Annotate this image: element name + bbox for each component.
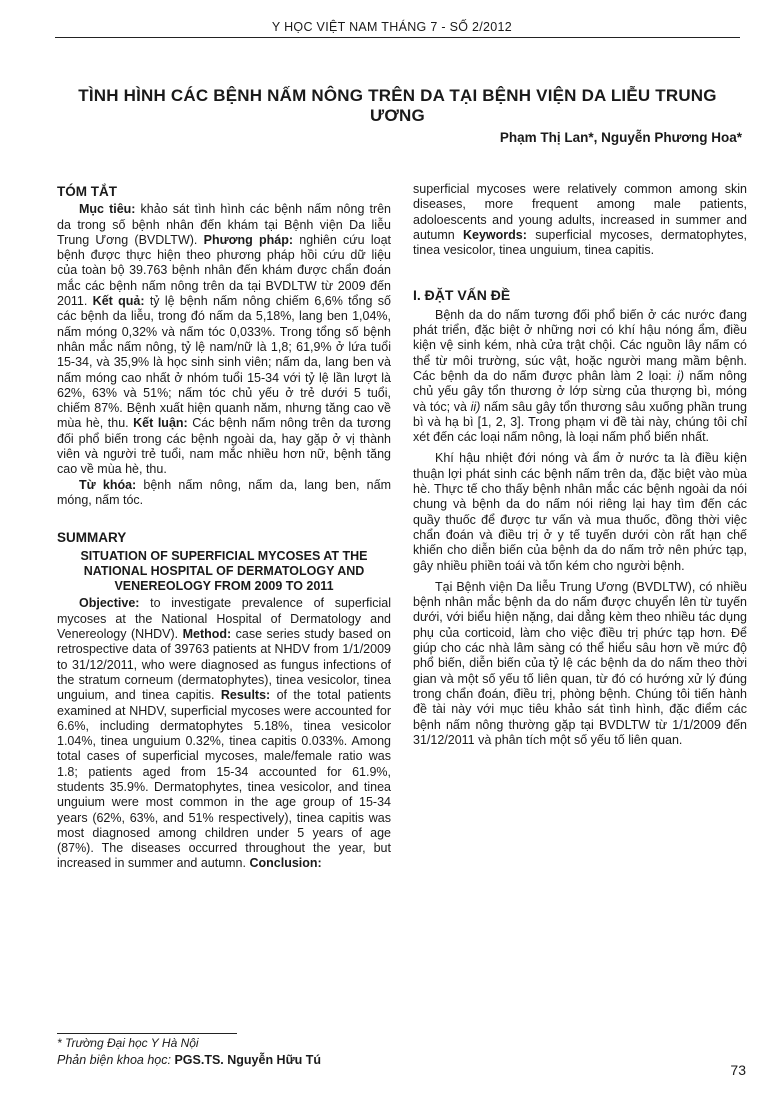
method-label: Phương pháp:	[203, 232, 294, 247]
summary-method-text: case series study based on retrospective data of 39763 patients at NHDV from 1/1/2009 to 31/12/2011, who were diagnosed as fungus infections of the stratum corneum (dermatophytes), tinea vesicolor, tinea unguium, and tinea capitis.	[57, 627, 392, 703]
abstract-heading: TÓM TẮT	[57, 184, 117, 199]
summary-results-label: Results:	[220, 688, 271, 703]
header-rule	[55, 37, 740, 38]
summary-conclusion-label: Conclusion:	[249, 856, 322, 871]
article-title: TÌNH HÌNH CÁC BỆNH NẤM NÔNG TRÊN DA TẠI BỆNH VIỆN DA LIỄU TRUNG ƯƠNG	[78, 86, 717, 125]
footnote-rule	[57, 1033, 237, 1034]
summary-method-label: Method:	[182, 627, 232, 642]
conclusion-label: Kết luận:	[133, 416, 188, 431]
intro-p1-part-b: nấm nông chủ yếu gây tổn thương ở lớp sừng của thượng bì, móng và tóc; và	[413, 368, 747, 414]
summary-body	[57, 596, 391, 871]
reviewer-label: Phản biện khoa học:	[57, 1053, 175, 1067]
summary-heading: SUMMARY	[57, 530, 127, 546]
conclusion-text: Các bệnh nấm nông trên da tương đối phổ biến trong các bệnh ngoài da, hay gặp ở vị thành viên và người trẻ tuổi, nam mắc nhiều hơn nữ, bệnh tăng cao về mùa hè, thu.	[57, 416, 391, 477]
keywords-text: bệnh nấm nông, nấm da, lang ben, nấm móng, nấm tóc.	[57, 477, 391, 507]
intro-paragraph-1	[413, 308, 747, 446]
intro-paragraph-2: Khí hậu nhiệt đới nóng và ẩm ở nước ta là điều kiện thuận lợi phát sinh các bệnh nấm trên da, đặc biệt vào mùa hè. Thực tế cho thấy bệnh nhân mắc các bệnh ngoài da nói chung và bệnh da do nấm nói riêng lại hay tìm đến các quầy thuốc để được tư vấn và mua thuốc, đồng thời việc chẩn đoán và điều trị ở y tế tuyến dưới còn rất hạn chế khiến cho diễn biến của bệnh da do nấm trở nên phức tạp, gây nhiều phiền toái và tốn kém cho người bệnh.	[413, 451, 747, 573]
footnote-affiliation: * Trường Đại học Y Hà Nội	[57, 1036, 199, 1050]
intro-p1-marker-ii: ii)	[470, 399, 481, 414]
left-column	[57, 184, 391, 872]
summary-objective-label: Objective:	[79, 596, 140, 611]
summary-objective-text: to investigate prevalence of superficial mycoses at the National Hospital of Dermatology and Venereology (NHDV).	[57, 596, 391, 642]
keywords-label: Từ khóa:	[79, 477, 137, 492]
result-text: tỷ lệ bệnh nấm nông chiếm 6,6% tổng số các bệnh da liễu, trong đó nấm da 5,18%, lang ben 1,04%, nấm móng 0,32% và nấm tóc 0,033%. Trong tổng số bệnh nhân mắc nấm nông, tỷ lệ nam/nữ là 1,8; 61,9% ở lứa tuổi 15-34, và 35,9% là học sinh sinh viên; nấm da, lang ben và nấm móng cao nhất ở nhóm tuổi 15-34 với tỷ lệ lần lượt là 62%, 63% và 51%; nấm tóc chủ yếu ở trẻ dưới 5 tuổi, chiếm 87%. Bệnh xuất hiện quanh năm, nhưng tăng cao về mùa hè, thu.	[57, 294, 392, 431]
authors: Phạm Thị Lan*, Nguyễn Phương Hoa*	[499, 130, 742, 145]
method-text: nghiên cứu loạt bệnh được thực hiện theo phương pháp hồi cứu dữ liệu của toàn bộ 39.763 bệnh nhân đến khám được chẩn đoán mắc các bệnh nấm nông trên da tại BVDLTW từ 2009 đến 2011.	[57, 232, 391, 309]
summary-title: SITUATION OF SUPERFICIAL MYCOSES AT THE NATIONAL HOSPITAL OF DERMATOLOGY AND VENEREOLOGY FROM 2009 TO 2011	[80, 548, 368, 594]
intro-p1-part-c: nấm sâu gây tổn thương sâu xuống phần trung bì và hạ bì [1, 2, 3]. Trong phạm vi đề tài này, chúng tôi chỉ xét đến các loại nấm nông, là loại nấm phổ biến nhất.	[413, 399, 747, 445]
summary-conclusion-text: superficial mycoses were relatively common among skin diseases, more frequent among male patients, adoloescents and young adults, increased in summer and autumn	[413, 182, 747, 242]
abstract-vi-body	[57, 202, 391, 477]
intro-paragraph-3: Tại Bệnh viện Da liễu Trung Ương (BVDLTW), có nhiều bệnh nhân mắc bệnh da do nấm được chuyển lên từ tuyến dưới, với biểu hiện nặng, dai dẳng kèm theo nhiều tác dụng phụ của corticoid, làm cho việc điều trị phức tạp hơn. Để giúp cho các nhà lâm sàng có thể hiểu sâu hơn về mức độ phổ biến, diễn biến của tỷ lệ các bệnh da do nấm theo thời gian và một số yếu tố liên quan, từ đó có hướng xử lý đúng trong chẩn đoán, điều trị, phòng bệnh. Chúng tôi tiến hành đề tài này với mục tiêu khảo sát tình hình, đặc điểm các bệnh nấm nông thường gặp tại BVDLTW từ 1/1/2009 đến 31/12/2011 và phân tích một số yếu tố liên quan.	[413, 579, 747, 747]
intro-heading: I. ĐẶT VẤN ĐỀ	[413, 287, 511, 304]
objective-label: Mục tiêu:	[79, 202, 136, 217]
result-label: Kết quả:	[92, 294, 145, 309]
reviewer-name: PGS.TS. Nguyễn Hữu Tú	[174, 1053, 322, 1067]
objective-text: khảo sát tình hình các bệnh nấm nông trên da trong số bệnh nhân đến khám tại Bệnh viện Da liễu Trung Ương (BVDLTW).	[57, 202, 392, 247]
keywords-vi	[57, 478, 391, 509]
right-column	[413, 182, 747, 748]
intro-p1-marker-i: i)	[677, 368, 684, 383]
summary-keywords-label: Keywords:	[463, 227, 527, 242]
running-header: Y HỌC VIỆT NAM THÁNG 7 - SỐ 2/2012	[271, 20, 513, 34]
footnote-reviewer	[57, 1053, 321, 1067]
intro-p1-part-a: Bệnh da do nấm tương đối phổ biến ở các nước đang phát triển, đặc biệt ở những nơi có khí hậu nóng ẩm, điều kiện vệ sinh kém, nhà cửa trật chội. Các nguồn lây nấm có thể từ môi trường, súc vật, hoặc người mang mầm bệnh. Các bệnh da do nấm được phân làm 2 loại:	[413, 307, 747, 383]
page-number: 73	[730, 1062, 746, 1078]
summary-results-text: of the total patients examined at NHDV, superficial mycoses were accounted for 6.6%, including dermatophytes 5.18%, tinea vesicolor 1.04%, tinea unguium 0.32%, tinea capitis 0.033%. Among total cases of superficial mycoses, male/female ratio was 1.8; patients aged from 15-34 accounted for 61.9%, students 35.9%. Dermatophytes, tinea vesicolor, and tinea unguium were most common in the age group of 15-34 years (62%, 63%, and 51% respectively), tinea capitis was most diagnosed among children under 5 years of age (87%). The diseases occurred throughout the year, but increased in summer and autumn.	[57, 688, 391, 871]
summary-keywords-text: superficial mycoses, dermatophytes, tinea vesicolor, tinea unguium, tinea capitis.	[413, 227, 748, 258]
summary-continued	[413, 182, 747, 258]
